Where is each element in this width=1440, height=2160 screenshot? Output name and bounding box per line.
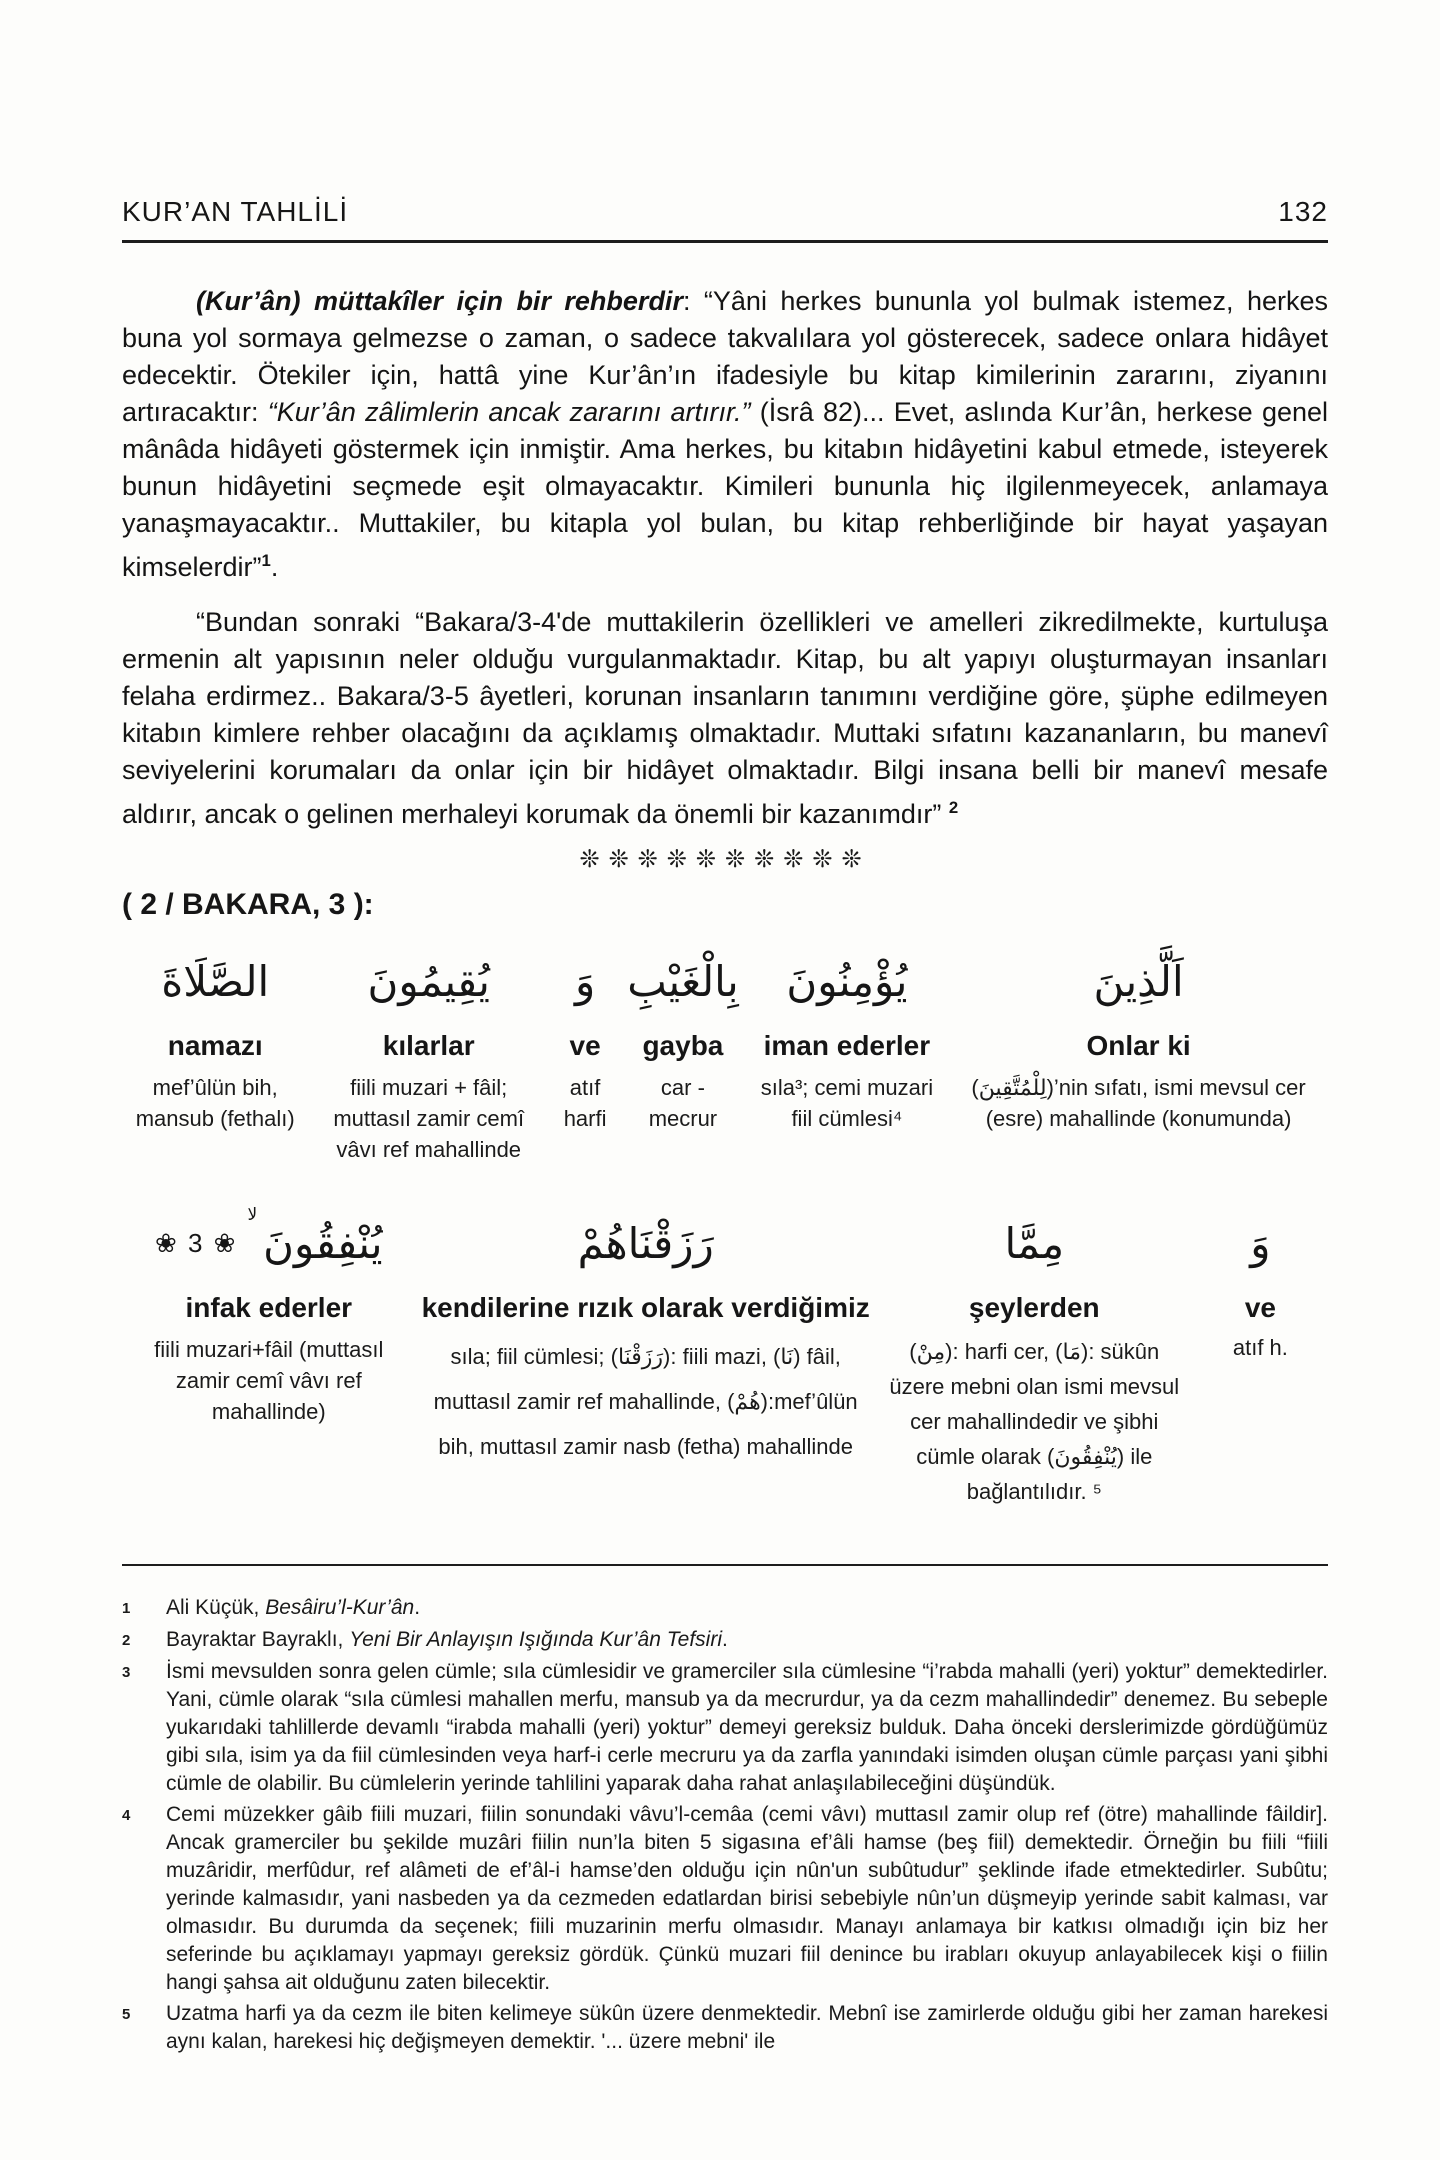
footnote-text — [166, 1658, 1328, 1798]
arabic-word-text: وَ — [574, 956, 596, 1006]
footnote-text — [166, 1594, 1328, 1623]
footnote-reference: 2 — [948, 798, 959, 817]
grammar-note: mef’ûlün bih, mansub (fethalı) — [135, 1075, 295, 1132]
turkish-gloss: kılarlar — [382, 1030, 475, 1061]
arabic-word-text: يُؤْمِنُونَ — [786, 956, 908, 1006]
text-segment: (İsrâ 82)... Evet, aslında Kur’ân, herkese genel mânâda hidâyeti göstermek için inmiştir. Ama herkes, bu kitabın hidâyetini kabul etmede, isteyerek bunun hidâyetini seçmede eşit olmayacaktır. Kimileri bununla hiç ilgilenmeyecek, anlamaya yanaşmayacaktır.. Muttakiler, bu kitapla yol bulan, bu kitap rehberliğinde bir hayat yaşayan kimselerdir” — [122, 397, 1329, 582]
page-header — [122, 196, 1328, 243]
turkish-gloss: gayba — [642, 1030, 724, 1061]
arabic-word-text: اَلَّذِينَ — [1093, 956, 1184, 1006]
paragraph-2 — [122, 604, 1328, 833]
arabic-word — [161, 938, 269, 1026]
footnote — [122, 2000, 1328, 2056]
word-analysis-row-1 — [122, 938, 1328, 1166]
word-analysis-column — [621, 938, 744, 1166]
text-segment: : “Yâni herkes bununla yol bulmak istemez, herkes buna yol sormaya gelmezse o zaman, o sadece takvalılara yol gösterecek, sadece onlara hidâyet edecektir. Ötekiler için, hattâ yine Kur’ân’ın ifadesiyle bu kitap kimilerinin zararını, ziyanını artıracaktır: — [122, 286, 1328, 427]
turkish-gloss: kendilerine rızık olarak verdiğimiz — [421, 1291, 870, 1323]
word-analysis-column — [549, 938, 621, 1166]
turkish-gloss: Onlar ki — [1086, 1030, 1191, 1061]
word-analysis-column — [416, 1200, 876, 1510]
text-segment: (Kur’ân) müttakîler için bir rehberdir — [196, 286, 683, 316]
footnote-number: 1 — [122, 1599, 131, 1617]
section-divider-ornament: ❊❊❊❊❊❊❊❊❊❊ — [579, 846, 871, 873]
arabic-word — [155, 1200, 383, 1288]
text-segment: . — [721, 1627, 728, 1651]
grammar-note: fiili muzari+fâil (muttasıl zamir cemî vâvı ref mahallinde) — [154, 1336, 384, 1425]
paragraph-1 — [122, 283, 1328, 586]
text-segment: . — [270, 552, 279, 582]
text-segment: Besâiru’l-Kur’ân — [265, 1595, 415, 1619]
arabic-word-text: رَزَقْنَاهُمْ — [577, 1218, 714, 1268]
grammar-note: fiili muzari + fâil; muttasıl zamir cemî vâvı ref mahallinde — [333, 1075, 525, 1163]
word-analysis-column — [876, 1200, 1193, 1510]
footnote-text — [166, 1801, 1328, 1997]
quranic-pause-mark: لا — [247, 1204, 258, 1224]
text-segment: İsmi mevsulden sonra gelen cümle; sıla cümlesidir ve gramerciler sıla cümlesine “i’rabda mahalli (yeri) yoktur” demektedirler. Yani, cümle olarak “sıla cümlesi mahallen merfu, mansub ya da mecrurdur, ya da cezm mahallindedir” denemez. Bu sebeple yukarıdaki tahlillerde devamlı “irabda mahalli (yeri) yoktur” demeyi gereksiz bulduk. Daha önceki derslerimizde gördüğümüz gibi sıla, isim ya da fiil cümlesinden veya harf-i cerle mecruru ya da zarfla yanındaki isimden oluşan cümle parçası yani şibhi cümle de olabilir. Bu cümlelerin yerinde tahlilini yaparak daha rahat anlaşılabileceğini düşündük. — [166, 1659, 1328, 1795]
text-segment: “Bundan sonraki “Bakara/3-4'de muttakilerin özellikleri ve amelleri zikredilmekte, kurtuluşa ermenin alt yapısının neler olduğu vurgulanmaktadır. Kitap, bu alt yapıyı oluşturmayan insanları felaha erdirmez.. Bakara/3-5 âyetleri, korunan insanların tanımını verdiğine göre, şüphe edilmeyen kitabın kimlere rehber olacağını da açıklamış olmaktadır. Muttaki sıfatını kazananların, bu manevî seviyelerini korumaları da onlar için bir hidâyet olmaktadır. Bilgi insana belli bir manevî mesafe aldırır, ancak o gelinen merhaleyi korumak da önemli bir kazanımdır” — [122, 607, 1328, 829]
footnote-number: 3 — [122, 1663, 131, 1681]
arabic-word — [368, 938, 490, 1026]
page-title: KUR’AN TAHLİLİ — [122, 196, 349, 227]
word-analysis-column — [745, 938, 949, 1166]
section-label: ( 2 / BAKARA, 3 ): — [122, 888, 374, 921]
footnote-reference: 1 — [261, 551, 271, 570]
arabic-word — [578, 1200, 714, 1288]
arabic-word-text: بِالْغَيْبِ — [627, 956, 739, 1006]
text-segment: Bayraktar Bayraklı, — [166, 1627, 350, 1651]
grammar-note: atıf harfi — [563, 1075, 607, 1132]
arabic-word-text: وَ — [1250, 1218, 1271, 1268]
arabic-word — [627, 938, 738, 1026]
text-segment: Cemi müzekker gâib fiili muzari, fiilin sonundaki vâvu’l-cemâa (cemi vâvı) muttasıl zamir olup ref (ötre) mahallinde fâildir]. Ancak gramerciler bu şekilde muzâri fiilin nun’la biten 5 sigasına ef’âli hamse (beş fiil) demektedir. Örneğin bu fiili “fiili muzâridir, merfûdur, ref alâmeti de ef’âl-i hamse’den olduğu için nûn'un subûtudur” şeklinde ifade etmektedirler. Subûtu; yerinde kalmasıdır, yani nasbeden ya da cezmeden edatlardan birisi sebebiyle nûn’un düşmeyip yerinde sabit kalması, var olmasıdır. Bu durumda da seçenek; fiili muzarinin merfu olmasıdır. Manayı anlamaya bir katkısı olmadığı için biz her seferinde bu açıklamayı yapmayı gereksiz gördük. Çünkü muzari fiil denince bu irabları okuyup anlayabilecek kişi o fiilin hangi şahsa ait olduğunu zaten bilecektir. — [166, 1802, 1328, 1994]
footnote — [122, 1626, 1328, 1655]
arabic-word-text: يُقِيمُونَ — [367, 956, 490, 1006]
turkish-gloss: şeylerden — [968, 1291, 1100, 1323]
word-analysis-column — [949, 938, 1328, 1166]
arabic-word-text: الصَّلَاةَ — [161, 956, 270, 1006]
footnote-number: 5 — [122, 2005, 131, 2023]
grammar-note: car - mecrur — [648, 1075, 718, 1132]
arabic-word-text: يُنْفِقُونَ — [263, 1218, 383, 1268]
grammar-note: atıf h. — [1232, 1334, 1288, 1360]
footnote-text — [166, 1626, 1328, 1655]
arabic-word — [1004, 1200, 1064, 1288]
text-segment: Uzatma harfi ya da cezm ile biten kelimeye sükûn üzere denmektedir. Mebnî ise zamirlerde olduğu gibi her zaman harekesi aynı kalan, harekesi hiç değişmeyen demektir. '... üzere mebni' ile — [166, 2001, 1328, 2053]
text-segment: Ali Küçük, — [166, 1595, 266, 1619]
word-analysis-column — [122, 938, 308, 1166]
word-analysis-column — [308, 938, 549, 1166]
text-segment: “Kur’ân zâlimlerin ancak zararını artırır.” — [267, 397, 751, 427]
word-analysis-row-2 — [122, 1200, 1328, 1510]
footnote — [122, 1801, 1328, 1997]
arabic-word-text: مِمَّا — [1004, 1218, 1065, 1268]
turkish-gloss: namazı — [167, 1030, 263, 1061]
arabic-word — [1250, 1200, 1270, 1288]
turkish-gloss: ve — [1244, 1291, 1276, 1323]
footnote — [122, 1594, 1328, 1623]
turkish-gloss: ve — [569, 1030, 601, 1061]
turkish-gloss: iman ederler — [763, 1030, 931, 1061]
verse-number-marker: ❀ 3 ❀ — [154, 1228, 238, 1259]
footnote-number: 4 — [122, 1806, 131, 1824]
grammar-note: sıla³; cemi muzari fiil cümlesi⁴ — [760, 1075, 934, 1132]
word-analysis-column — [122, 1200, 416, 1510]
text-segment: . — [414, 1595, 421, 1619]
grammar-note: (مِنْ): harfi cer, (مَا): sükûn üzere mebni olan ismi mevsul cer mahallindedir ve şibhi cümle olarak (يُنْفِقُونَ) ile bağlantılıdır. ⁵ — [889, 1338, 1180, 1505]
grammar-note: sıla; fiil cümlesi; (رَزَقْنَا): fiili mazi, (نَا) fâil, muttasıl zamir ref mahallinde, (هُمْ):mef’ûlün bih, muttasıl zamir nasb (fetha) mahallinde — [433, 1343, 858, 1459]
word-analysis-column — [1193, 1200, 1328, 1510]
page-number: 132 — [1278, 196, 1328, 227]
arabic-word — [1093, 938, 1183, 1026]
footnote-text — [166, 2000, 1328, 2056]
turkish-gloss: infak ederler — [185, 1291, 353, 1323]
arabic-word — [786, 938, 907, 1026]
footnote — [122, 1658, 1328, 1798]
footnotes-section — [122, 1564, 1328, 2056]
grammar-note: (لِلْمُتَّقِينَ)’nin sıfatı, ismi mevsul cer (esre) mahallinde (konumunda) — [971, 1075, 1306, 1132]
arabic-word — [575, 938, 595, 1026]
footnote-number: 2 — [122, 1631, 131, 1649]
text-segment: Yeni Bir Anlayışın Işığında Kur’ân Tefsiri — [349, 1627, 722, 1651]
